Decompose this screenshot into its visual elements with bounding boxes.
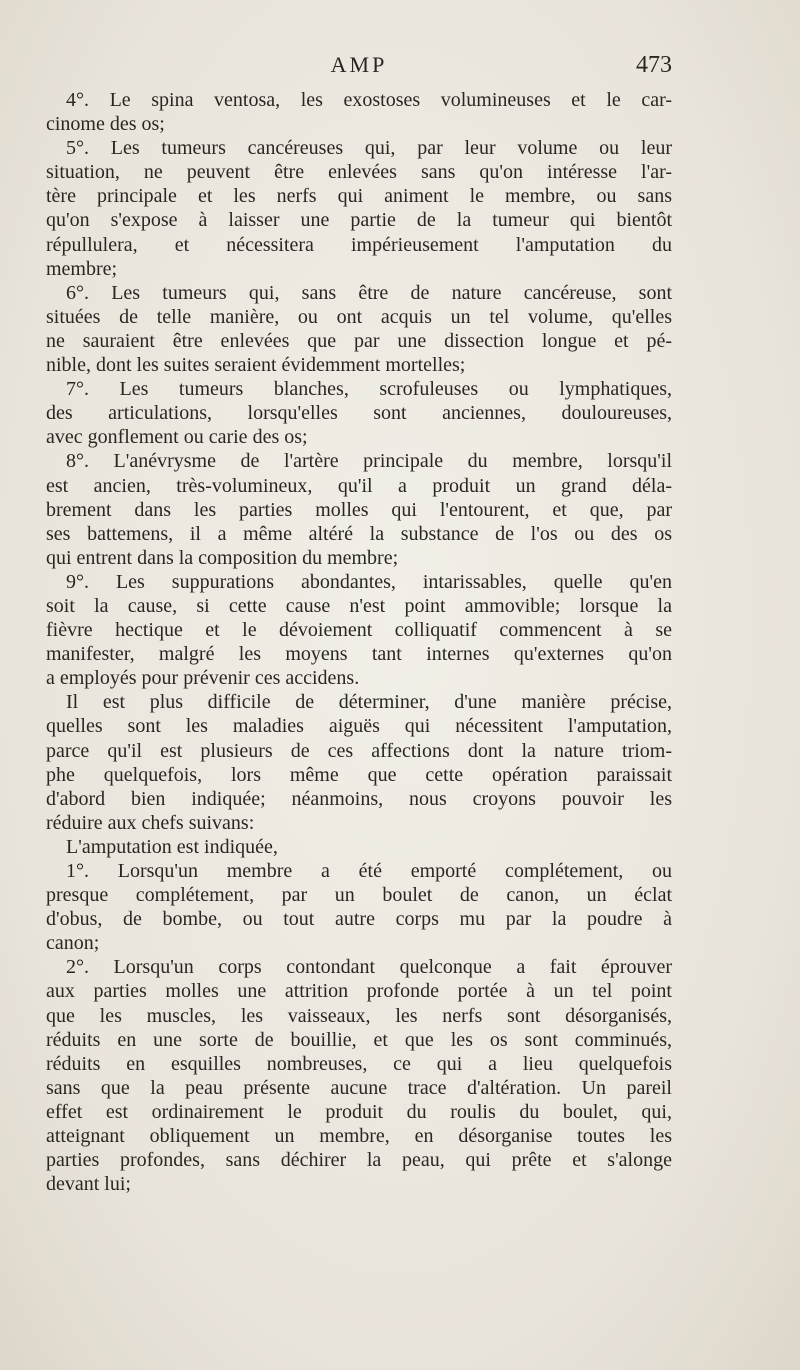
text-line: 2°. Lorsqu'un corps contondant quelconque a fait éprouver [66,956,672,979]
paragraph [46,835,672,859]
text-line: a employés pour prévenir ces accidens. [46,667,360,690]
text-line: parce qu'il est plusieurs de ces affections dont la nature triom- [46,739,672,762]
text-line: sans que la peau présente aucune trace d'altération. Un pareil [46,1076,672,1099]
text-line: avec gonflement ou carie des os; [46,426,308,449]
text-line: cinome des os; [46,113,165,136]
text-line: devant lui; [46,1173,131,1196]
text-line: des articulations, lorsqu'elles sont anciennes, douloureuses, [46,402,672,425]
text-line: qui entrent dans la composition du membre; [46,546,399,569]
paragraph [46,859,672,955]
text-line: parties profondes, sans déchirer la peau, qui prête et s'alonge [46,1149,672,1172]
text-line: que les muscles, les vaisseaux, les nerfs sont désorganisés, [46,1004,672,1027]
running-head: AMP [330,52,388,77]
paragraph [46,690,672,835]
text-line: d'obus, de bombe, ou tout autre corps mu par la poudre à [46,908,672,931]
text-line: aux parties molles une attrition profonde portée à un tel point [46,980,672,1003]
text-line: qu'on s'expose à laisser une partie de la tumeur qui bientôt [46,209,672,232]
text-line: ne sauraient être enlevées que par une dissection longue et pé- [46,329,672,352]
body-text [46,88,672,1196]
text-line: quelles sont les maladies aiguës qui nécessitent l'amputation, [46,715,672,738]
paragraph [46,955,672,1196]
page-number: 473 [636,52,672,78]
text-line: L'amputation est indiquée, [66,835,278,858]
text-line: phe quelquefois, lors même que cette opération paraissait [46,763,672,786]
text-line: nible, dont les suites seraient évidemment mortelles; [46,354,466,377]
text-line: Il est plus difficile de déterminer, d'une manière précise, [66,691,672,714]
text-line: canon; [46,932,100,955]
paragraph [46,88,672,136]
text-line: d'abord bien indiquée; néanmoins, nous croyons pouvoir les [46,787,672,810]
text-line: manifester, malgré les moyens tant internes qu'externes qu'on [46,643,672,666]
text-line: brement dans les parties molles qui l'entourent, et que, par [46,498,672,521]
text-line: presque complétement, par un boulet de canon, un éclat [46,884,672,907]
text-line: réduits en esquilles nombreuses, ce qui a lieu quelquefois [46,1052,672,1075]
text-line: réduits en une sorte de bouillie, et que les os sont comminués, [46,1028,672,1051]
text-line: 1°. Lorsqu'un membre a été emporté complétement, ou [66,860,672,882]
text-line: situées de telle manière, ou ont acquis un tel volume, qu'elles [46,305,672,328]
text-line: 5°. Les tumeurs cancéreuses qui, par leur volume ou leur [66,137,672,160]
text-line: 4°. Le spina ventosa, les exostoses volumineuses et le car- [66,89,672,111]
paragraph [46,281,672,377]
text-line: réduire aux chefs suivans: [46,811,255,834]
text-line: répullulera, et nécessitera impérieusement l'amputation du [46,233,672,256]
text-line: soit la cause, si cette cause n'est point ammovible; lorsque la [46,594,672,617]
paragraph [46,377,672,449]
page-header [46,52,672,84]
text-line: situation, ne peuvent être enlevées sans qu'on intéresse l'ar- [46,161,672,184]
text-line: fièvre hectique et le dévoiement colliquatif commencent à se [46,619,672,642]
text-line: 6°. Les tumeurs qui, sans être de nature cancéreuse, sont [66,281,672,304]
text-line: tère principale et les nerfs qui animent le membre, ou sans [46,185,672,208]
text-line: 7°. Les tumeurs blanches, scrofuleuses ou lymphatiques, [66,378,672,401]
text-line: est ancien, très-volumineux, qu'il a produit un grand déla- [46,474,672,497]
text-line: 8°. L'anévrysme de l'artère principale du membre, lorsqu'il [66,450,672,473]
text-line: membre; [46,257,118,280]
text-line: 9°. Les suppurations abondantes, intarissables, quelle qu'en [66,570,672,593]
paragraph [46,136,672,281]
paragraph [46,449,672,569]
text-line: effet est ordinairement le produit du roulis du boulet, qui, [46,1100,672,1123]
paragraph [46,570,672,690]
text-line: atteignant obliquement un membre, en désorganise toutes les [46,1125,672,1148]
text-line: ses battemens, il a même altéré la substance de l'os ou des os [46,522,672,545]
